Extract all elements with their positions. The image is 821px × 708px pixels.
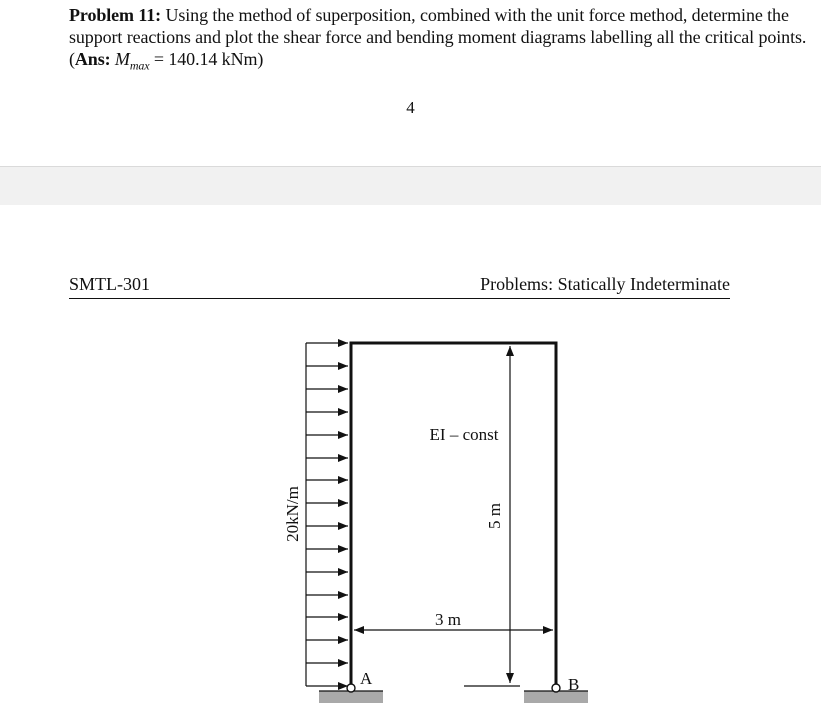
answer-subscript: max [129,58,150,73]
support-a-label: A [360,669,373,688]
problem-text: Using the method of superposition, combined with the unit force method, determine the support reactions and plot the shear force and bending moment diagrams labelling all the critical points. ( [69,5,807,69]
answer-value: = 140.14 kNm) [149,49,264,69]
height-label: 5 m [485,503,504,529]
section-title: Problems: Statically Indeterminate [480,274,730,294]
page-number: 4 [406,98,415,117]
answer-symbol: M [114,49,130,69]
width-label: 3 m [435,610,461,629]
distributed-load [306,343,348,686]
load-label: 20kN/m [283,486,302,542]
stiffness-label: EI – const [429,425,499,444]
pin-a [347,684,355,692]
answer-label: Ans: [74,49,111,69]
support-b-label: B [568,675,580,694]
ground-a [319,691,383,703]
problem-label: Problem 11: [69,5,162,25]
course-code: SMTL-301 [69,274,150,294]
pin-b [552,684,560,692]
frame [351,343,556,686]
